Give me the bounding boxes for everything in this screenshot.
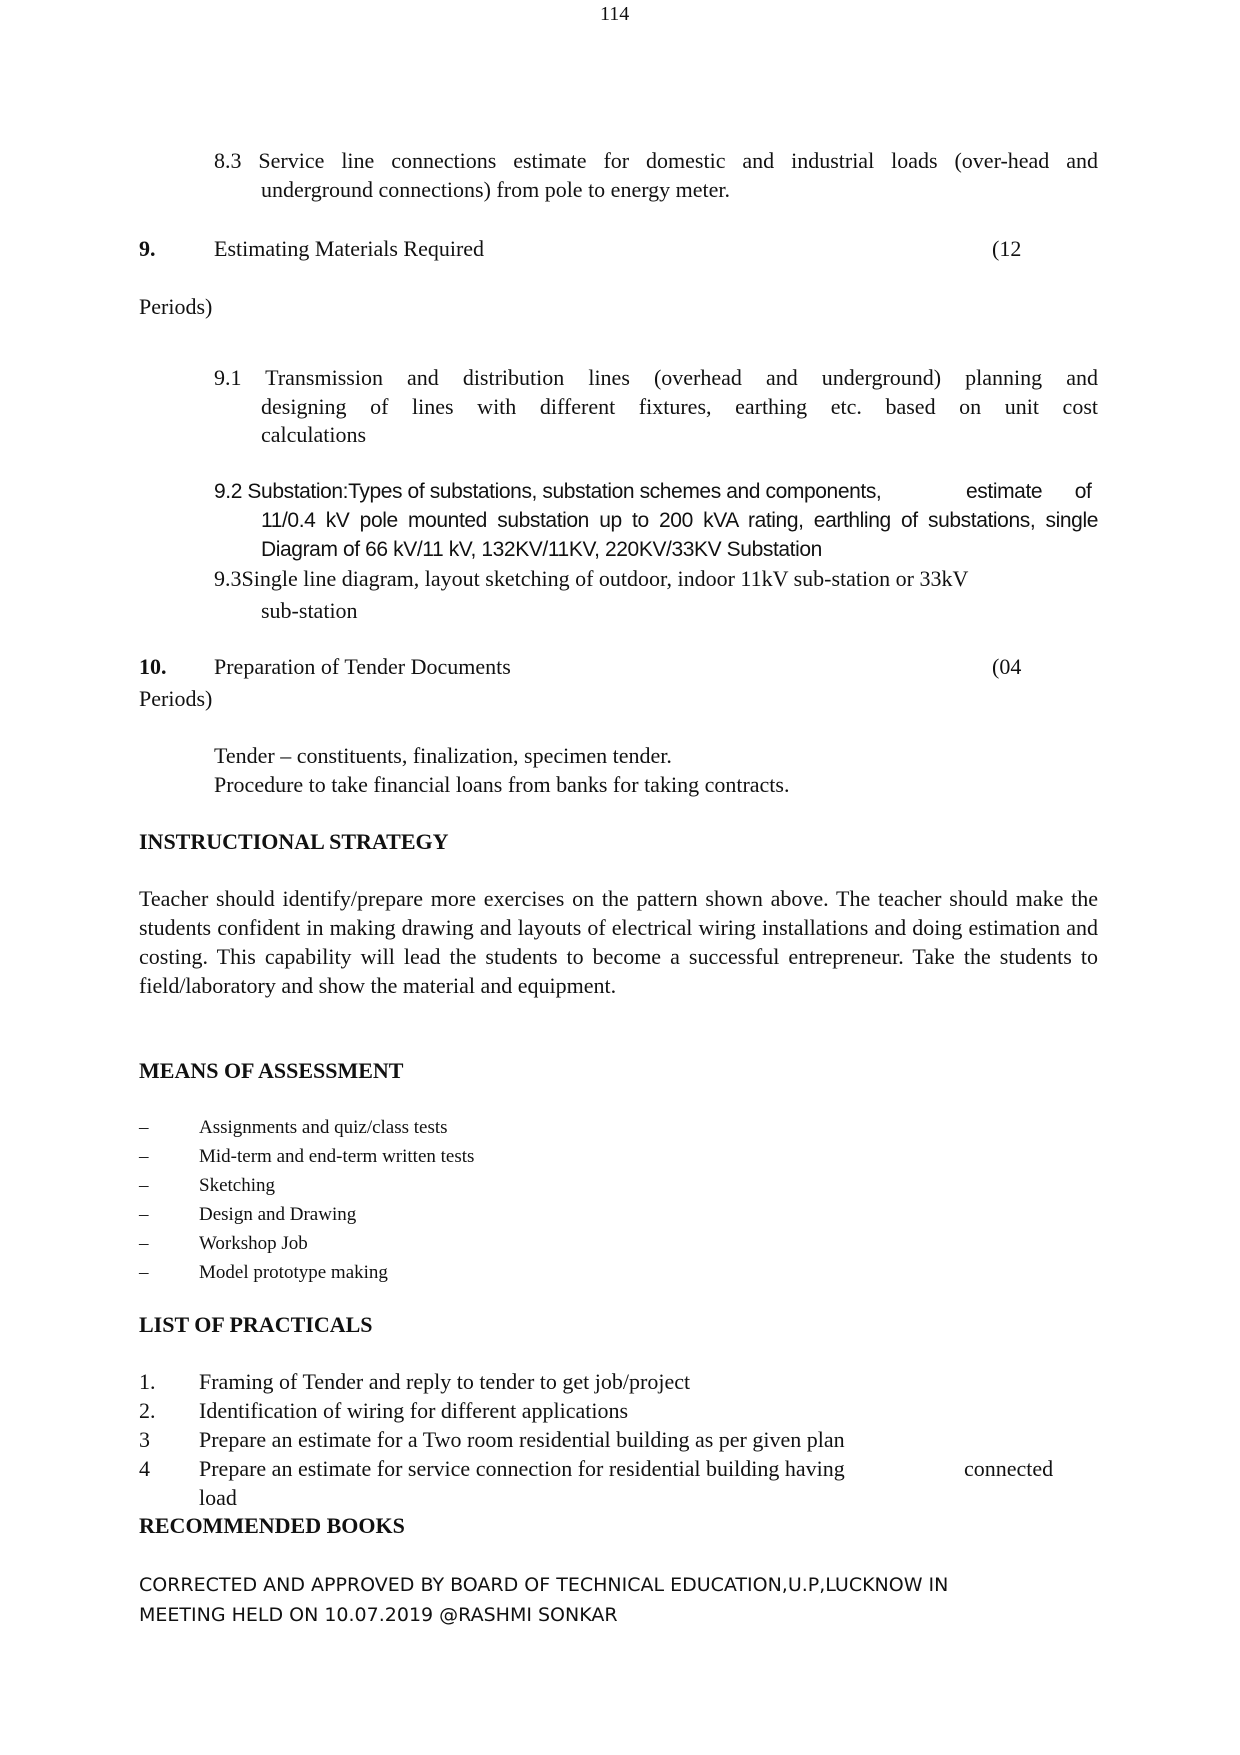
- item-9-1-line1: 9.1 Transmission and distribution lines (overhead and underground) planning and: [214, 365, 1098, 390]
- assessment-item: Sketching: [199, 1175, 275, 1196]
- section-10-title: Preparation of Tender Documents: [214, 654, 511, 679]
- assessment-item: Mid-term and end-term written tests: [199, 1146, 475, 1167]
- item-9-3-line1: 9.3Single line diagram, layout sketching of outdoor, indoor 11kV sub-station or 33kV: [214, 566, 969, 591]
- footer-line1: CORRECTED AND APPROVED BY BOARD OF TECHNICAL EDUCATION,U.P,LUCKNOW IN: [139, 1574, 949, 1596]
- section-10-number: 10.: [139, 654, 167, 679]
- assessment-item: Model prototype making: [199, 1262, 388, 1283]
- item-9-2-line3: Diagram of 66 kV/11 kV, 132KV/11KV, 220KV/33KV Substation: [261, 538, 822, 561]
- bullet: –: [139, 1233, 149, 1254]
- section-10-periods-close: Periods): [139, 686, 213, 711]
- section-10-line1: Tender – constituents, finalization, specimen tender.: [214, 743, 672, 768]
- item-number: 4: [139, 1456, 150, 1481]
- bullet: –: [139, 1262, 149, 1283]
- instructional-strategy-paragraph: Teacher should identify/prepare more exercises on the pattern shown above. The teacher should make the students confident in making drawing and layouts of electrical wiring installations and doing estimation and costing. This capability will lead the students to become a successful entrepreneur. Take the students to field/laboratory and show the material and equipment.: [139, 886, 1098, 998]
- assessment-item: Assignments and quiz/class tests: [199, 1117, 448, 1138]
- assessment-item: Design and Drawing: [199, 1204, 357, 1225]
- section-9-title: Estimating Materials Required: [214, 236, 485, 261]
- list-item: [139, 1142, 839, 1171]
- means-of-assessment-heading: MEANS OF ASSESSMENT: [139, 1058, 404, 1083]
- list-item: [139, 1258, 839, 1287]
- section-9-periods-close: Periods): [139, 294, 213, 319]
- item-number: 3: [139, 1427, 150, 1452]
- item-8-3-line1: 8.3 Service line connections estimate for domestic and industrial loads (over-head and: [214, 148, 1098, 173]
- item-number: 2.: [139, 1398, 156, 1423]
- list-item: [139, 1200, 839, 1229]
- list-of-practicals-heading: LIST OF PRACTICALS: [139, 1312, 373, 1337]
- item-text: Prepare an estimate for service connection for residential building having: [199, 1456, 845, 1481]
- item-9-3-line2: sub-station: [261, 598, 358, 623]
- footer-line2: MEETING HELD ON 10.07.2019 @RASHMI SONKAR: [139, 1604, 618, 1626]
- list-item: [139, 1396, 1098, 1425]
- bullet: –: [139, 1117, 149, 1138]
- item-number: 1.: [139, 1369, 156, 1394]
- item-text: Identification of wiring for different applications: [199, 1398, 629, 1423]
- item-8-3-line2: underground connections) from pole to energy meter.: [261, 177, 731, 202]
- assessment-list: [139, 1113, 839, 1287]
- item-text-continuation: load: [199, 1485, 237, 1510]
- item-9-1-line2: designing of lines with different fixtures, earthing etc. based on unit cost: [261, 394, 1098, 419]
- item-text: Framing of Tender and reply to tender to get job/project: [199, 1369, 691, 1394]
- section-9-periods-open: (12: [992, 236, 1022, 261]
- item-9-2-line1-tail: estimate of: [966, 480, 1092, 503]
- bullet: –: [139, 1204, 149, 1225]
- list-item: [139, 1425, 1098, 1454]
- item-9-2-line2: 11/0.4 kV pole mounted substation up to 200 kVA rating, earthling of substations, single: [261, 509, 1098, 532]
- list-item: [139, 1229, 839, 1258]
- item-text: Prepare an estimate for a Two room residential building as per given plan: [199, 1427, 845, 1452]
- section-10-line2: Procedure to take financial loans from banks for taking contracts.: [214, 772, 790, 797]
- list-item: [139, 1171, 839, 1200]
- page-number: 114: [600, 3, 630, 25]
- item-text-tail: connected: [964, 1456, 1054, 1481]
- section-10-periods-open: (04: [992, 654, 1022, 679]
- item-9-1-line3: calculations: [261, 422, 367, 447]
- list-item: [139, 1367, 1098, 1396]
- item-9-2-line1: 9.2 Substation:Types of substations, substation schemes and components,: [214, 480, 882, 503]
- list-item: [139, 1454, 1098, 1483]
- list-item: [139, 1113, 839, 1142]
- bullet: –: [139, 1146, 149, 1167]
- instructional-strategy-heading: INSTRUCTIONAL STRATEGY: [139, 829, 449, 854]
- bullet: –: [139, 1175, 149, 1196]
- practicals-list: [139, 1367, 1098, 1512]
- section-9-number: 9.: [139, 236, 156, 261]
- assessment-item: Workshop Job: [199, 1233, 308, 1254]
- recommended-books-heading: RECOMMENDED BOOKS: [139, 1513, 405, 1538]
